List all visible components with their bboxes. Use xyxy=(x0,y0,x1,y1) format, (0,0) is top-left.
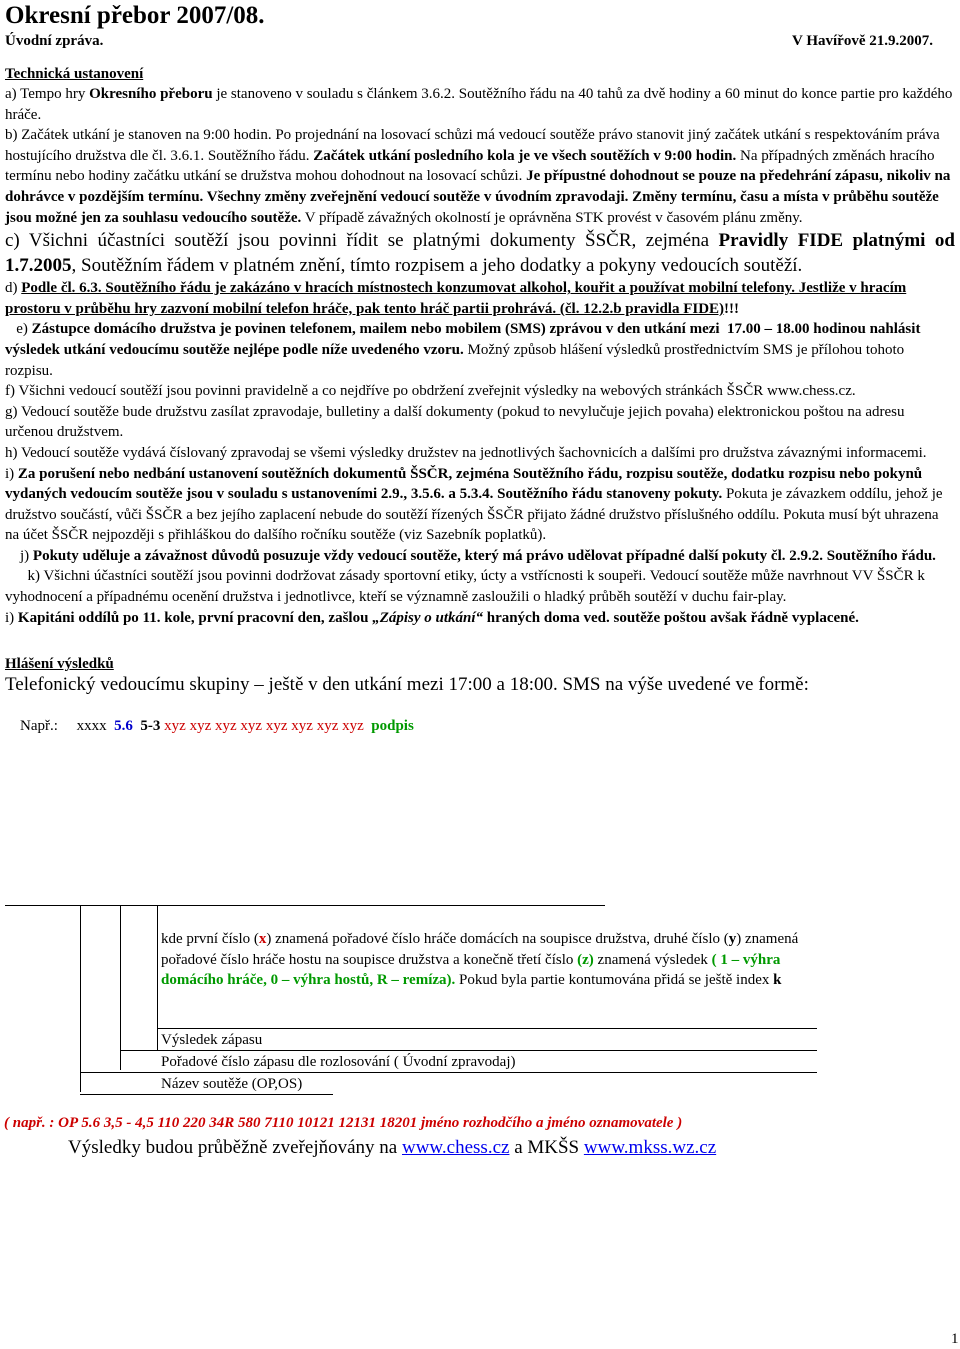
para-b-bold-2: Je přípustné dohodnout se pouze na předehrání zápasu, nikoliv na dohrávce v pozdějším termínu. Všechny změny zveřejnění vedoucí soutěže v úvodním zpravodaji. Změny termínu, času a místa v průběhu soutěže jsou možné jen za souhlasu vedoucího soutěže. xyxy=(5,168,951,226)
page-number: 1 xyxy=(951,1331,959,1347)
para-l-bold-italic: „Zápisy o utkání“ xyxy=(372,609,484,626)
para-b-text-3: V případě závažných okolností je oprávněna STK provést v časovém plánu změny. xyxy=(301,209,803,226)
bracket-line-xxxx xyxy=(80,905,81,1092)
desc-k: k xyxy=(773,972,782,988)
para-e xyxy=(5,319,953,381)
legend-match-number: Pořadové číslo zápasu dle rozlosování ( Úvodní zpravodaj) xyxy=(161,1054,516,1070)
para-d xyxy=(5,278,953,319)
para-a-text-1: a) Tempo hry xyxy=(5,86,90,102)
example-xxxx: xxxx xyxy=(76,718,107,735)
intro-line xyxy=(5,31,933,51)
para-l-text-1: i) xyxy=(5,609,18,626)
para-l-bold-2: hraných doma ved. soutěže poštou avšak řádně vyplacené. xyxy=(483,609,859,626)
example-xyz-7: xyz xyxy=(316,718,339,735)
desc-part-1: kde první číslo ( xyxy=(161,931,259,947)
results-text-2: a MKŠS xyxy=(509,1137,584,1158)
para-k: k) Všichni účastníci soutěží jsou povinni dodržovat zásady sportovní etiky, úcty a vstřícnosti k soupeři. Vedoucí soutěže může navrhnout VV ŠSČR k vyhodnocení a případnému ocenění družstva i jednotlivce, kteří se významně zasloužili o hladký průběh soutěží v duchu fair-play. xyxy=(5,568,929,606)
para-c xyxy=(5,228,955,278)
example-group: 5.6 xyxy=(114,718,133,735)
result-format-description xyxy=(161,929,821,991)
desc-part-3: ) znamená pořadové číslo hráče hostu na soupisce družstva a konečně třetí číslo xyxy=(161,931,799,968)
document-title: Okresní přebor 2007/08. xyxy=(5,2,265,29)
para-i-bold: Za porušení nebo nedbání ustanovení soutěžních dokumentů ŠSČR, zejména Soutěžního řádu, rozpisu soutěže, dodatku rozpisu nebo pokynů vydaných vedoucím soutěže jsou v souladu s ustanoveními 2.9., 3.5.6. a 5.3.4. Soutěžního řádu stanoveny pokuty. xyxy=(5,465,923,503)
example-xyz-5: xyz xyxy=(265,718,288,735)
place-date: V Havířově 21.9.2007. xyxy=(792,33,933,49)
para-l xyxy=(5,608,953,629)
example-xyz-3: xyz xyxy=(215,718,237,735)
desc-x: x xyxy=(258,931,267,947)
report-example xyxy=(5,696,955,756)
intro-label: Úvodní zpráva. xyxy=(5,33,104,49)
para-d-bold-underline: Podle čl. 6.3. Soutěžního řádu je zakázáno v hracích místnostech konzumovat alkohol, kouřit a používat mobilní telefony. Jestliže v hracím prostoru v průběhu hry zazvoní mobilní telefon hráče, pak tento hráč partii prohrává. (čl. 12.2.b pravidla FIDE) xyxy=(5,280,907,317)
results-text-1: Výsledky budou průběžně zveřejňovány na xyxy=(68,1137,402,1158)
para-h: h) Vedoucí soutěže vydává číslovaný zpravodaj se všemi výsledky družstev na jednotlivých šachovnicích a dalšími pro družstva závaznými informacemi. xyxy=(5,444,927,461)
example-xyz-1: xyz xyxy=(164,718,186,735)
para-b-text-1: b) Začátek utkání je stanoven na 9:00 hodin. Po projednání na losovací schůzi má vedoucí soutěže právo stanovit jiný začátek utkání s respektováním práva hostujícího družstva dle čl. 3.6.1. Soutěžního řádu. xyxy=(5,127,940,164)
para-j-bold: Pokuty uděluje a závažnost důvodů posuzuje vždy vedoucí soutěže, který má právo udělovat případné další pokuty čl. 2.9.2. Soutěžního řádu. xyxy=(32,547,936,564)
para-g: g) Vedoucí soutěže bude družstvu zasílat zpravodaje, bulletiny a další dokumenty (pokud to nevylučuje jejich povaha) elektronickou poštou na adresu určenou družstvem. xyxy=(5,403,905,441)
desc-y: y xyxy=(728,931,737,947)
desc-z: (z) xyxy=(577,951,594,968)
para-d-exclaim: !!! xyxy=(724,300,740,317)
para-i xyxy=(5,464,953,546)
para-e-bold: Zástupce domácího družstva je povinen telefonem, mailem nebo mobilem (SMS) zprávou v den utkání mezi 17.00 – 18.00 hodinou nahlásit výsledek utkání vedoucímu soutěže nejlépe podle níže uvedeného vzoru. xyxy=(5,321,925,358)
legend-line-1 xyxy=(157,1028,817,1029)
para-i-text-2: Pokuta je závazkem oddílu, jehož je družstvo součástí, vůči ŠSČR a bez jejího zaplacení nebude do soutěží řízených ŠSČR přijato žádné družstvo příslušného oddílu. Pokuta musí být uhrazena na účet ŠSČR nejpozději s přihláškou do dalšího ročníku soutěže (viz Sazebník poplatků). xyxy=(5,486,943,544)
desc-part-2: ) znamená pořadové číslo hráče domácích na soupisce družstva, druhé číslo ( xyxy=(266,931,729,947)
desc-result-codes: ( 1 – výhra domácího hráče, 0 – výhra hostů, R – remíza). xyxy=(161,951,781,988)
para-j xyxy=(5,546,953,567)
document-page xyxy=(5,0,955,756)
example-signature: podpis xyxy=(371,718,414,735)
mkss-link[interactable]: www.mkss.wz.cz xyxy=(583,1137,717,1158)
para-a xyxy=(5,84,953,125)
example-xyz-6: xyz xyxy=(291,718,313,735)
example-score: 5-3 xyxy=(140,718,161,735)
desc-part-6: Pokud byla partie kontumována přidá se ještě index xyxy=(455,972,774,988)
para-d-text-1: d) xyxy=(5,280,22,297)
example-xyz-2: xyz xyxy=(189,718,212,735)
desc-part-4: znamená výsledek xyxy=(593,951,712,968)
bracket-top-line xyxy=(5,905,605,906)
para-i-text-1: i) xyxy=(5,465,18,482)
results-publication xyxy=(68,1137,716,1159)
para-e-text-1: e) xyxy=(5,321,32,338)
chess-cz-link[interactable]: www.chess.cz xyxy=(401,1137,510,1158)
legend-competition-name: Název soutěže (OP,OS) xyxy=(161,1076,303,1092)
legend-match-result: Výsledek zápasu xyxy=(161,1032,263,1048)
para-b-text-2: Na případných změnách hracího termínu nebo hodiny začátku utkání se družstva mohou dohodnout na losovací schůzi. xyxy=(5,147,935,185)
para-l-bold-1: Kapitáni oddílů po 11. kole, první pracovní den, zašlou xyxy=(17,609,373,626)
para-b xyxy=(5,125,953,228)
para-e-text-2: Možný způsob hlášení výsledků prostřednictvím SMS je přílohou tohoto rozpisu. xyxy=(5,341,908,379)
example-xyz-8: xyz xyxy=(342,718,364,735)
para-c-text-2: , Soutěžním řádem v platném znění, tímto rozpisem a jeho dodatky a pokyny vedoucích soutěží. xyxy=(71,255,803,277)
para-b-bold-1: Začátek utkání posledního kola je ve všech soutěžích v 9:00 hodin. xyxy=(313,147,737,164)
para-a-bold: Okresního přeboru xyxy=(89,86,213,102)
para-c-text-1: c) Všichni účastníci soutěží jsou povinni řídit se platnými dokumenty ŠSČR, zejména xyxy=(5,230,719,252)
example-xyz-4: xyz xyxy=(240,718,263,735)
para-j-text-1: j) xyxy=(5,547,33,564)
report-telephone: Telefonický vedoucímu skupiny – ještě v den utkání mezi 17:00 a 18:00. SMS na výše uvedené ve formě: xyxy=(5,674,809,696)
example-label: Např.: xyxy=(20,718,58,735)
report-example-full: ( např. : OP 5.6 3,5 - 4,5 110 220 34R 580 7110 10121 12131 18201 jméno rozhodčího a jméno oznamovatele ) xyxy=(4,1115,683,1131)
para-a-text-2: je stanoveno v souladu s článkem 3.6.2. Soutěžního řádu na 40 tahů za dvě hodiny a 60 minut do konce partie pro každého hráče. xyxy=(5,86,953,123)
para-f: f) Všichni vedoucí soutěží jsou povinni pravidelně a co nejdříve po obdržení zveřejnit výsledky na webových stránkách ŠSČR www.chess.cz. xyxy=(5,383,856,400)
para-c-bold: Pravidly FIDE platnými od 1.7.2005 xyxy=(5,230,955,277)
section-heading: Technická ustanovení xyxy=(5,66,144,82)
report-heading: Hlášení výsledků xyxy=(5,656,114,673)
bracket-line-group xyxy=(120,905,121,1070)
